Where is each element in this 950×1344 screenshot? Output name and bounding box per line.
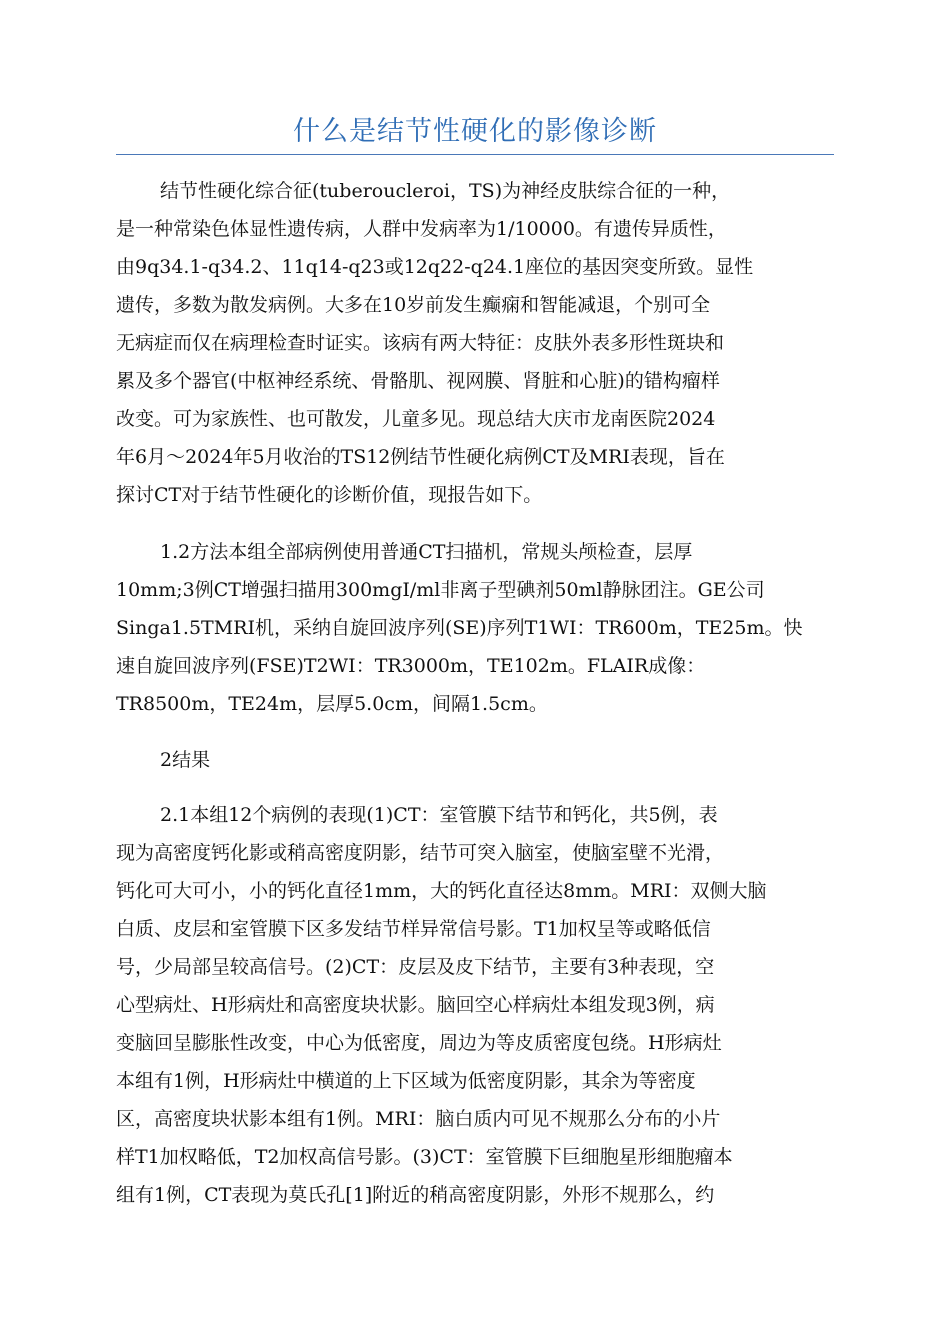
paragraph-line: 无病症而仅在病理检查时证实。该病有两大特征：皮肤外表多形性斑块和 — [116, 332, 725, 354]
title-divider — [116, 154, 834, 155]
paragraph-line: 本组有1例，H形病灶中横道的上下区域为低密度阴影，其余为等密度 — [116, 1070, 696, 1092]
paragraph-line: Singa1.5TMRI机，采纳自旋回波序列(SE)序列T1WI：TR600m，TE25m。快 — [116, 617, 803, 639]
paragraph-line: 年6月～2024年5月收治的TS12例结节性硬化病例CT及MRI表现，旨在 — [116, 446, 725, 468]
paragraph-line: 探讨CT对于结节性硬化的诊断价值，现报告如下。 — [116, 484, 543, 506]
paragraph-line: 1.2方法本组全部病例使用普通CT扫描机，常规头颅检查，层厚 — [160, 541, 693, 563]
paragraph-line: 白质、皮层和室管膜下区多发结节样异常信号影。T1加权呈等或略低信 — [116, 918, 711, 940]
paragraph-line: 速自旋回波序列(FSE)T2WI：TR3000m，TE102m。FLAIR成像： — [116, 655, 706, 677]
paragraph-results — [116, 796, 836, 1214]
paragraph-line: 区，高密度块状影本组有1例。MRI：脑白质内可见不规那么分布的小片 — [116, 1108, 721, 1130]
paragraph-methods — [116, 533, 836, 723]
paragraph-line: TR8500m，TE24m，层厚5.0cm，间隔1.5cm。 — [116, 693, 548, 715]
paragraph-line: 遗传，多数为散发病例。大多在10岁前发生癫痫和智能减退，个别可全 — [116, 294, 711, 316]
paragraph-line: 由9q34.1-q34.2、11q14-q23或12q22-q24.1座位的基因突变所致。显性 — [116, 256, 754, 278]
paragraph-line: 变脑回呈膨胀性改变，中心为低密度，周边为等皮质密度包绕。H形病灶 — [116, 1032, 722, 1054]
paragraph-line: 2结果 — [160, 749, 211, 771]
paragraph-line: 钙化可大可小，小的钙化直径1mm，大的钙化直径达8mm。MRI：双侧大脑 — [116, 880, 767, 902]
paragraph-intro — [116, 172, 836, 514]
document-title: 什么是结节性硬化的影像诊断 — [293, 116, 657, 147]
paragraph-line: 累及多个器官(中枢神经系统、骨骼肌、视网膜、肾脏和心脏)的错构瘤样 — [116, 370, 720, 392]
paragraph-line: 组有1例，CT表现为莫氏孔[1]附近的稍高密度阴影，外形不规那么，约 — [116, 1184, 715, 1206]
section-heading-results — [116, 741, 836, 779]
paragraph-line: 结节性硬化综合征(tuberoucleroi，TS)为神经皮肤综合征的一种， — [160, 180, 731, 202]
paragraph-line: 心型病灶、H形病灶和高密度块状影。脑回空心样病灶本组发现3例，病 — [116, 994, 715, 1016]
paragraph-line: 号，少局部呈较高信号。(2)CT：皮层及皮下结节，主要有3种表现，空 — [116, 956, 715, 978]
paragraph-line: 改变。可为家族性、也可散发，儿童多见。现总结大庆市龙南医院2024 — [116, 408, 716, 430]
paragraph-line: 10mm;3例CT增强扫描用300mgI/ml非离子型碘剂50ml静脉团注。GE公司 — [116, 579, 765, 601]
paragraph-line: 2.1本组12个病例的表现(1)CT：室管膜下结节和钙化，共5例，表 — [160, 804, 718, 826]
paragraph-line: 是一种常染色体显性遗传病，人群中发病率为1/10000。有遗传异质性， — [116, 218, 727, 240]
paragraph-line: 现为高密度钙化影或稍高密度阴影，结节可突入脑室，使脑室壁不光滑， — [116, 842, 725, 864]
paragraph-line: 样T1加权略低，T2加权高信号影。(3)CT：室管膜下巨细胞星形细胞瘤本 — [116, 1146, 733, 1168]
